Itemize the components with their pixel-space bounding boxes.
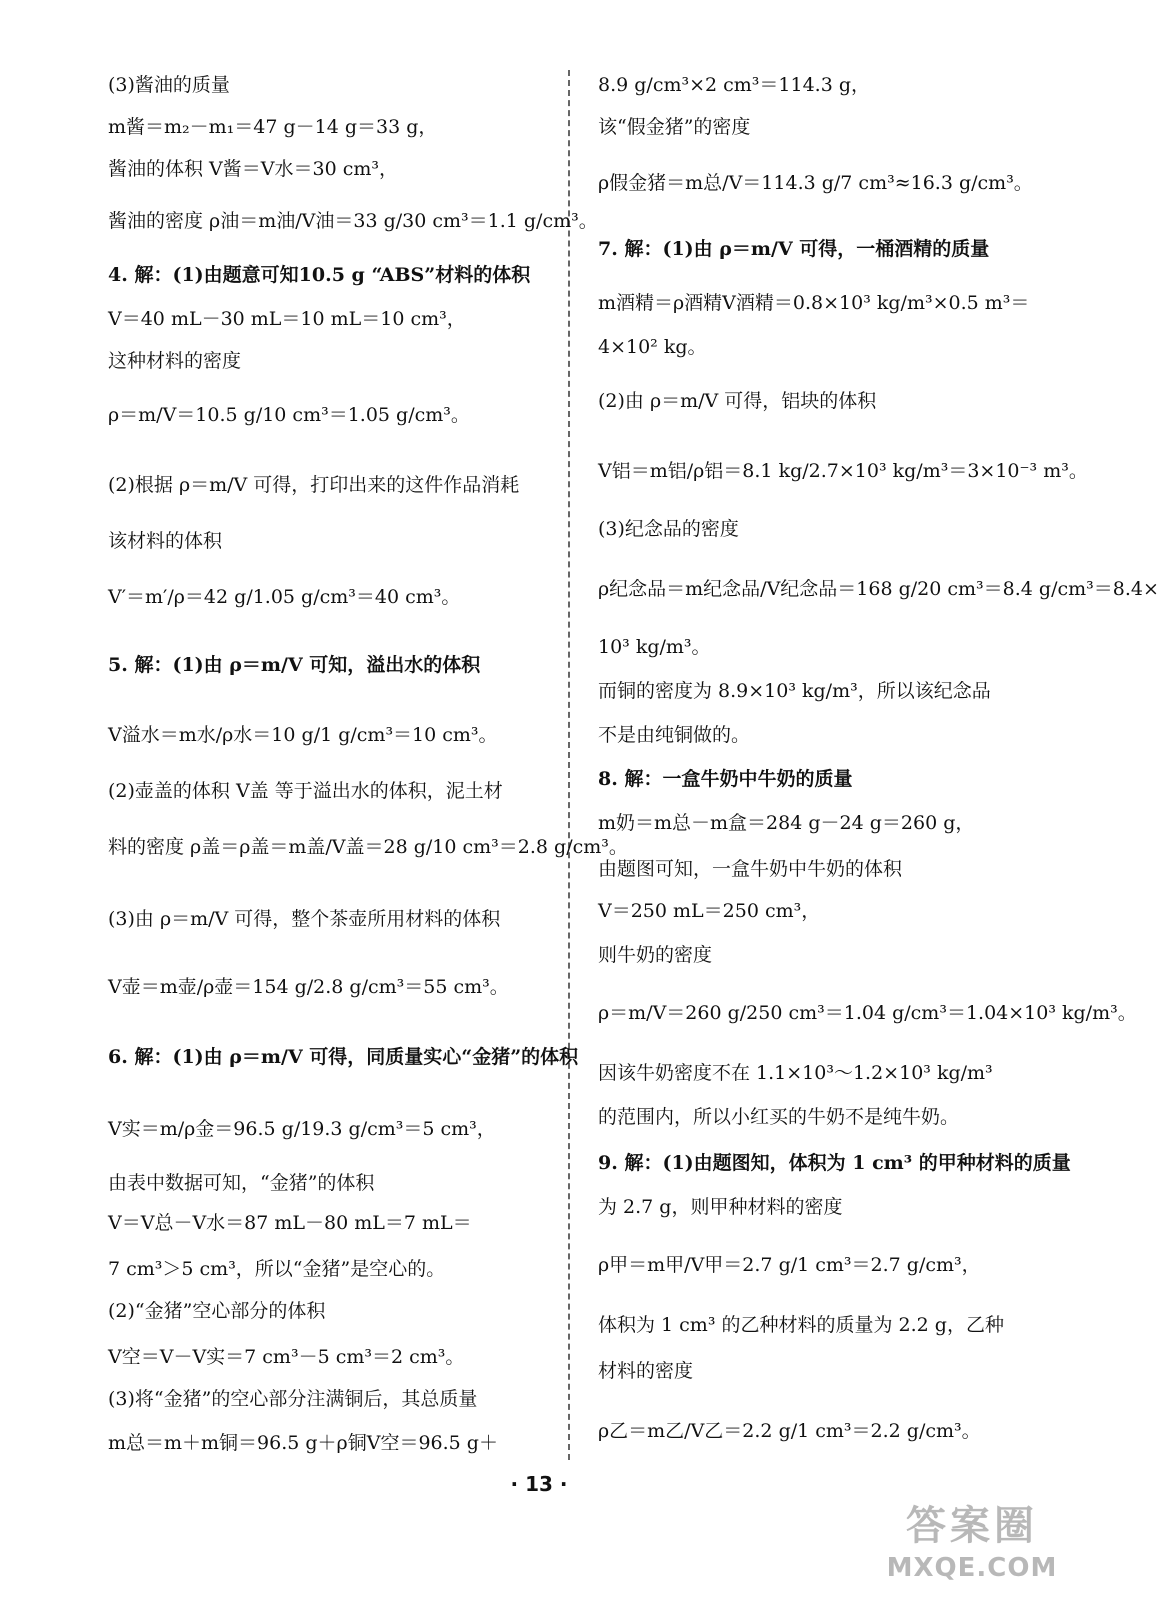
- text-line: 该“假金猪”的密度: [598, 116, 751, 138]
- text-line: (2)“金猪”空心部分的体积: [108, 1300, 326, 1322]
- text-line: 该材料的体积: [108, 530, 223, 552]
- text-line: ρ假金猪＝m总/V＝114.3 g/7 cm³≈16.3 g/cm³。: [598, 172, 1033, 194]
- text-line: V＝V总－V水＝87 mL－80 mL＝7 mL＝: [108, 1212, 472, 1234]
- text-line: 8.9 g/cm³×2 cm³＝114.3 g，: [598, 74, 871, 96]
- text-line: V＝40 mL－30 mL＝10 mL＝10 cm³，: [108, 308, 466, 330]
- text-line: ρ甲＝m甲/V甲＝2.7 g/1 cm³＝2.7 g/cm³，: [598, 1254, 981, 1276]
- problem-heading: 9. 解：(1)由题图知，体积为 1 cm³ 的甲种材料的质量: [598, 1152, 1071, 1174]
- text-line: V′＝m′/ρ＝42 g/1.05 g/cm³＝40 cm³。: [108, 586, 461, 608]
- text-line: 酱油的体积 V酱＝V水＝30 cm³，: [108, 158, 398, 180]
- problem-heading: 4. 解：(1)由题意可知10.5 g “ABS”材料的体积: [108, 264, 531, 286]
- text-line: m奶＝m总－m盒＝284 g－24 g＝260 g，: [598, 812, 975, 834]
- text-line: ρ＝m/V＝260 g/250 cm³＝1.04 g/cm³＝1.04×10³ kg/m³。: [598, 1002, 1137, 1024]
- text-line: 不是由纯铜做的。: [598, 724, 751, 746]
- problem-heading: 6. 解：(1)由 ρ＝m/V 可得，同质量实心“金猪”的体积: [108, 1046, 579, 1068]
- text-line: 7 cm³＞5 cm³，所以“金猪”是空心的。: [108, 1258, 446, 1280]
- text-line: ρ＝m/V＝10.5 g/10 cm³＝1.05 g/cm³。: [108, 404, 470, 426]
- text-line: V实＝m/ρ金＝96.5 g/19.3 g/cm³＝5 cm³，: [108, 1118, 496, 1140]
- text-line: (3)由 ρ＝m/V 可得，整个茶壶所用材料的体积: [108, 908, 501, 930]
- text-line: m总＝m＋m铜＝96.5 g＋ρ铜V空＝96.5 g＋: [108, 1432, 498, 1454]
- text-line: 料的密度 ρ盖＝ρ盖＝m盖/V盖＝28 g/10 cm³＝2.8 g/cm³。: [108, 836, 628, 858]
- problem-heading: 7. 解：(1)由 ρ＝m/V 可得，一桶酒精的质量: [598, 238, 990, 260]
- text-line: V＝250 mL＝250 cm³，: [598, 900, 821, 922]
- text-line: (2)由 ρ＝m/V 可得，铝块的体积: [598, 390, 877, 412]
- text-line: V铝＝m铝/ρ铝＝8.1 kg/2.7×10³ kg/m³＝3×10⁻³ m³。: [598, 460, 1088, 482]
- text-line: 4×10² kg。: [598, 336, 707, 358]
- text-line: 的范围内，所以小红买的牛奶不是纯牛奶。: [598, 1106, 960, 1128]
- text-line: 由表中数据可知，“金猪”的体积: [108, 1172, 375, 1194]
- text-line: m酒精＝ρ酒精V酒精＝0.8×10³ kg/m³×0.5 m³＝: [598, 292, 1030, 314]
- text-line: V溢水＝m水/ρ水＝10 g/1 g/cm³＝10 cm³。: [108, 724, 498, 746]
- text-line: (3)纪念品的密度: [598, 518, 739, 540]
- text-line: (2)壶盖的体积 V盖 等于溢出水的体积，泥土材: [108, 780, 503, 802]
- text-line: 因该牛奶密度不在 1.1×10³～1.2×10³ kg/m³: [598, 1062, 993, 1084]
- text-line: (3)将“金猪”的空心部分注满铜后，其总质量: [108, 1388, 478, 1410]
- text-line: (3)酱油的质量: [108, 74, 230, 96]
- text-line: 体积为 1 cm³ 的乙种材料的质量为 2.2 g，乙种: [598, 1314, 1004, 1336]
- text-line: V空＝V－V实＝7 cm³－5 cm³＝2 cm³。: [108, 1346, 465, 1368]
- text-line: 10³ kg/m³。: [598, 636, 711, 658]
- watermark-url: MXQE.COM: [886, 1553, 1058, 1583]
- watermark-title: 答案圈: [906, 1503, 1038, 1549]
- text-line: m酱＝m₂－m₁＝47 g－14 g＝33 g，: [108, 116, 438, 138]
- problem-heading: 8. 解：一盒牛奶中牛奶的质量: [598, 768, 853, 790]
- text-line: 则牛奶的密度: [598, 944, 713, 966]
- page-number: · 13 ·: [510, 1472, 568, 1496]
- text-line: 由题图可知，一盒牛奶中牛奶的体积: [598, 858, 903, 880]
- text-line: 而铜的密度为 8.9×10³ kg/m³，所以该纪念品: [598, 680, 991, 702]
- watermark-logo: [882, 1500, 1062, 1596]
- text-line: V壶＝m壶/ρ壶＝154 g/2.8 g/cm³＝55 cm³。: [108, 976, 509, 998]
- column-divider: [568, 70, 570, 1460]
- text-line: (2)根据 ρ＝m/V 可得，打印出来的这件作品消耗: [108, 474, 520, 496]
- problem-heading: 5. 解：(1)由 ρ＝m/V 可知，溢出水的体积: [108, 654, 481, 676]
- text-line: 酱油的密度 ρ油＝m油/V油＝33 g/30 cm³＝1.1 g/cm³。: [108, 210, 598, 232]
- text-line: 材料的密度: [598, 1360, 694, 1382]
- text-line: 这种材料的密度: [108, 350, 242, 372]
- text-line: 为 2.7 g，则甲种材料的密度: [598, 1196, 843, 1218]
- text-line: ρ乙＝m乙/V乙＝2.2 g/1 cm³＝2.2 g/cm³。: [598, 1420, 981, 1442]
- text-line: ρ纪念品＝m纪念品/V纪念品＝168 g/20 cm³＝8.4 g/cm³＝8.4×: [598, 578, 1159, 600]
